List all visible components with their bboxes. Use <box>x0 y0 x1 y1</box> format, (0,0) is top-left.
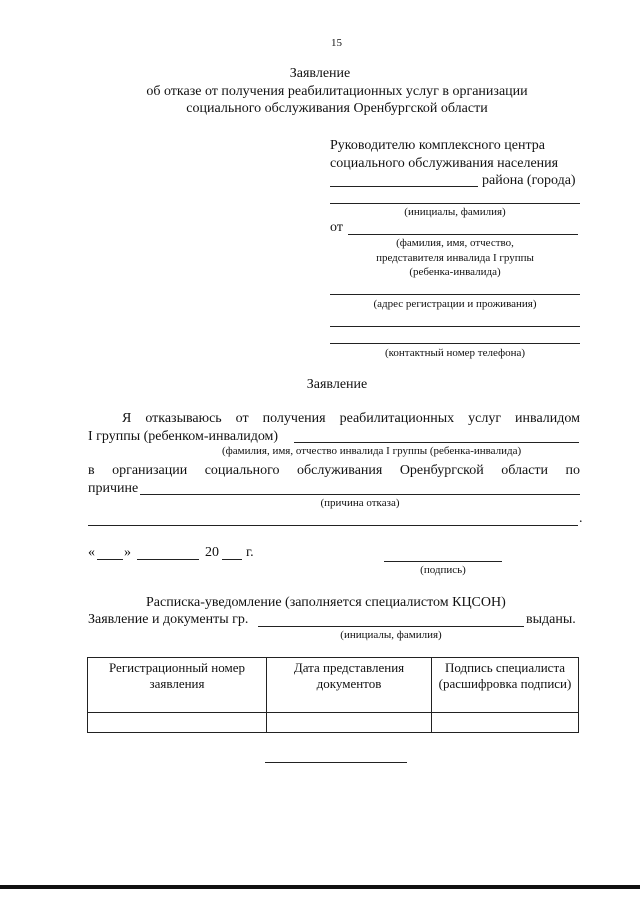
receipt-line-suffix: выданы. <box>526 612 576 627</box>
date-day-field-line <box>97 559 123 560</box>
document-title: Заявление <box>289 66 351 81</box>
statement-line2-prefix: I группы (ребенком-инвалидом) <box>88 429 279 444</box>
disabled-person-name-field-line <box>294 442 579 443</box>
date-close-quote: » <box>124 545 131 560</box>
applicant-caption-line1: (фамилия, имя, отчество, <box>396 237 514 249</box>
applicant-caption-line2: представителя инвалида I группы <box>376 252 534 264</box>
receipt-line-prefix: Заявление и документы гр. <box>88 612 249 627</box>
statement-title: Заявление <box>306 377 368 392</box>
statement-line4-prefix: причине <box>88 481 139 496</box>
reason-field-line-2 <box>88 525 578 526</box>
addressee-line2: социального обслуживания населения <box>330 156 559 171</box>
page-bottom-border <box>0 885 640 889</box>
from-label: от <box>330 220 343 235</box>
table-header-cell: Подпись специалиста (расшифровка подписи) <box>432 658 579 713</box>
date-year-field-line <box>222 559 242 560</box>
phone-field-line <box>330 343 580 344</box>
table-cell[interactable] <box>432 713 579 733</box>
table-header-cell: Дата представления документов <box>267 658 432 713</box>
registration-table <box>87 657 579 733</box>
disabled-person-caption: (фамилия, имя, отчество инвалида I группы (ребенка-инвалида) <box>222 445 522 457</box>
address-field-line-2 <box>330 326 580 327</box>
head-initials-caption: (инициалы, фамилия) <box>404 206 506 218</box>
document-subtitle-line2: социального обслуживания Оренбургской области <box>186 101 488 116</box>
addressee-line3: района (города) <box>482 173 576 188</box>
reason-field-line <box>140 494 580 495</box>
date-year-suffix: г. <box>246 545 254 560</box>
table-header-row <box>88 658 579 713</box>
signature-field-line <box>384 561 502 562</box>
statement-line3: в организации социального обслуживания Оренбургской области по <box>88 463 580 478</box>
signature-caption: (подпись) <box>420 564 466 576</box>
address-caption: (адрес регистрации и проживания) <box>373 298 537 310</box>
reason-end-dot: . <box>579 511 583 526</box>
document-subtitle-line1: об отказе от получения реабилитационных услуг в организации <box>146 84 528 99</box>
table-cell[interactable] <box>267 713 432 733</box>
addressee-line1: Руководителю комплексного центра <box>330 138 546 153</box>
applicant-name-field-line <box>348 234 578 235</box>
date-open-quote: « <box>88 545 95 560</box>
receipt-title: Расписка-уведомление (заполняется специалистом КЦСОН) <box>146 595 506 610</box>
table-cell[interactable] <box>88 713 267 733</box>
receipt-initials-field-line <box>258 626 524 627</box>
table-header-cell: Регистрационный номер заявления <box>88 658 267 713</box>
statement-line1: Я отказываюсь от получения реабилитационных услуг инвалидом <box>122 411 580 426</box>
district-field-line <box>330 186 478 187</box>
closing-separator <box>265 762 407 763</box>
applicant-caption-line3: (ребенка-инвалида) <box>409 266 501 278</box>
head-initials-field-line <box>330 203 580 204</box>
page-number: 15 <box>331 37 342 49</box>
address-field-line <box>330 294 580 295</box>
date-month-field-line <box>137 559 199 560</box>
reason-caption: (причина отказа) <box>320 497 400 509</box>
receipt-initials-caption: (инициалы, фамилия) <box>340 629 442 641</box>
phone-caption: (контактный номер телефона) <box>384 347 526 359</box>
date-year-prefix: 20 <box>205 545 219 560</box>
table-row <box>88 713 579 733</box>
